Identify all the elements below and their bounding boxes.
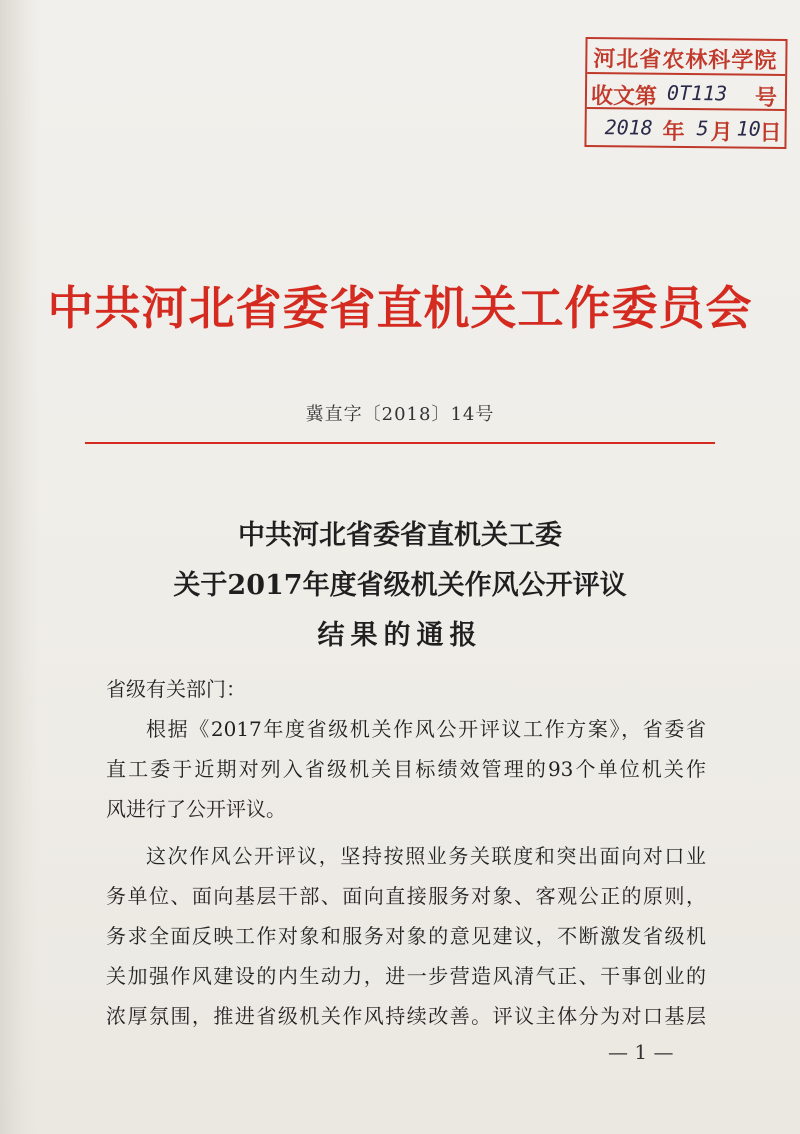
body-line: 务求全面反映工作对象和服务对象的意见建议，不断激发省级机 bbox=[106, 924, 706, 948]
title-line-3: 结果的通报 bbox=[317, 620, 483, 651]
document-number: 冀直字〔2018〕14号 bbox=[305, 404, 495, 425]
body-line: 关加强作风建设的内生动力，进一步营造风清气正、干事创业的 bbox=[106, 964, 706, 988]
stamp-row-date bbox=[586, 109, 784, 147]
stamp-day-unit: 日 bbox=[759, 120, 782, 147]
stamp-number-unit: 号 bbox=[754, 85, 778, 111]
issuer-heading: 中共河北省委省直机关工作委员会 bbox=[47, 281, 753, 335]
stamp-year-unit: 年 bbox=[662, 119, 685, 145]
stamp-number: 0T113 bbox=[666, 80, 728, 106]
salutation: 省级有关部门： bbox=[106, 677, 246, 701]
stamp-title: 河北省农林科学院 bbox=[593, 47, 778, 74]
body-line: 浓厚氛围，推进省级机关作风持续改善。评议主体分为对口基层 bbox=[106, 1004, 706, 1028]
stamp-month-unit: 月 bbox=[710, 120, 733, 146]
body-line: 这次作风公开评议，坚持按照业务关联度和突出面向对口业 bbox=[146, 844, 706, 868]
stamp-year: 2018 bbox=[604, 115, 653, 140]
stamp-day: 10 bbox=[736, 116, 761, 141]
page-number: — 1 — bbox=[608, 1040, 674, 1064]
stamp-row-title bbox=[587, 39, 785, 76]
body-line: 根据《2017年度省级机关作风公开评议工作方案》，省委省 bbox=[146, 717, 706, 741]
stamp-label: 收文第 bbox=[590, 84, 658, 110]
body-line: 直工委于近期对列入省级机关目标绩效管理的93个单位机关作 bbox=[106, 757, 706, 781]
title-line-2: 关于2017年度省级机关作风公开评议 bbox=[173, 570, 627, 601]
stamp-row-number bbox=[587, 74, 785, 111]
body-line: 风进行了公开评议。 bbox=[106, 797, 286, 821]
red-separator-line bbox=[85, 442, 715, 444]
stamp-month: 5 bbox=[696, 116, 709, 141]
receipt-stamp bbox=[584, 37, 787, 149]
body-line: 务单位、面向基层干部、面向直接服务对象、客观公正的原则， bbox=[106, 884, 706, 908]
title-line-1: 中共河北省委省直机关工委 bbox=[238, 520, 562, 551]
